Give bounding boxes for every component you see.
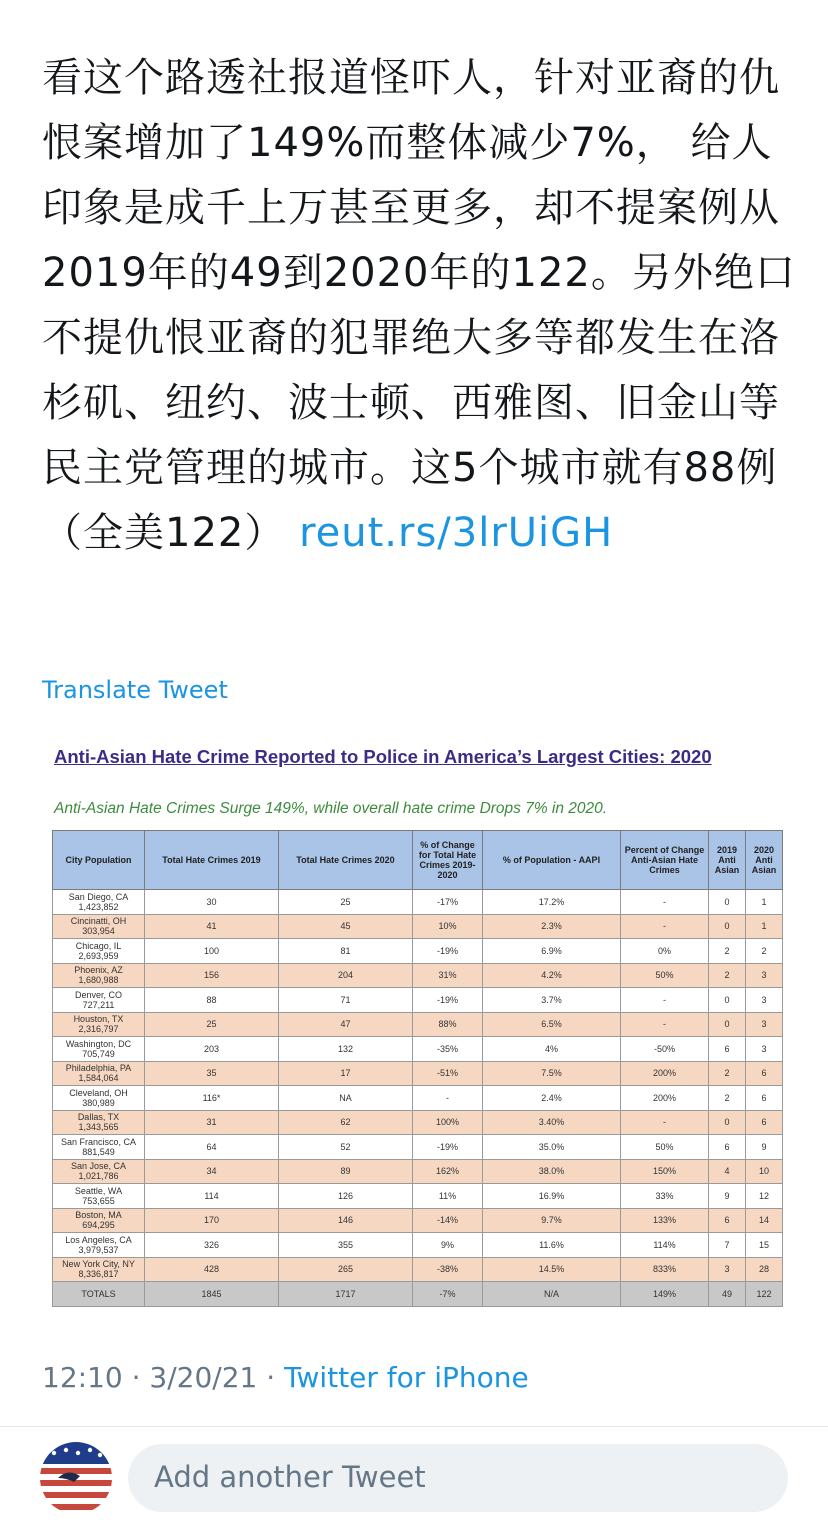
table-cell-c2020: 146: [279, 1208, 413, 1233]
table-cell-asian-change: 0%: [621, 939, 709, 964]
table-cell-c2019: 428: [145, 1257, 279, 1282]
table-cell-c2020: 17: [279, 1061, 413, 1086]
table-cell-c2019: 156: [145, 963, 279, 988]
table-cell-c2019: 100: [145, 939, 279, 964]
table-row: [53, 1257, 783, 1282]
table-cell-asian-change: -: [621, 890, 709, 915]
city-name: San Jose, CA: [70, 1161, 127, 1172]
city-population: 8,336,817: [78, 1269, 119, 1280]
table-cell-a2019: 4: [709, 1159, 746, 1184]
table-cell-a2019: 6: [709, 1208, 746, 1233]
city-population: 1,343,565: [78, 1122, 119, 1133]
table-cell-change: 10%: [413, 914, 483, 939]
table-row: [53, 1233, 783, 1258]
table-cell-change: 9%: [413, 1233, 483, 1258]
tweet-source[interactable]: Twitter for iPhone: [284, 1361, 529, 1394]
table-cell-a2020: 14: [746, 1208, 783, 1233]
table-cell-change: -19%: [413, 939, 483, 964]
table-cell-a2019: 7: [709, 1233, 746, 1258]
table-header-cell: % of Population - AAPI: [483, 831, 621, 890]
table-cell-change: -17%: [413, 890, 483, 915]
table-cell-c2019: 25: [145, 1012, 279, 1037]
table-cell-a2020: 3: [746, 1037, 783, 1062]
totals-row: [53, 1282, 783, 1307]
totals-cell-a2019: 49: [709, 1282, 746, 1307]
city-cell: [53, 1208, 145, 1233]
table-cell-c2019: 88: [145, 988, 279, 1013]
city-cell: [53, 1257, 145, 1282]
table-cell-aapi: 9.7%: [483, 1208, 621, 1233]
city-population: 753,655: [82, 1195, 115, 1206]
table-cell-a2019: 0: [709, 914, 746, 939]
tweet-text: [42, 46, 802, 566]
city-population: 881,549: [82, 1146, 115, 1157]
table-header-row: [53, 831, 783, 890]
table-cell-a2019: 6: [709, 1135, 746, 1160]
city-name: Boston, MA: [75, 1210, 122, 1221]
city-cell: [53, 1233, 145, 1258]
table-cell-c2020: 89: [279, 1159, 413, 1184]
city-population: 2,693,959: [78, 950, 119, 961]
totals-cell-c2020: 1717: [279, 1282, 413, 1307]
table-cell-aapi: 16.9%: [483, 1184, 621, 1209]
city-name: Houston, TX: [73, 1014, 124, 1025]
table-row: [53, 963, 783, 988]
divider: [0, 1426, 828, 1427]
table-cell-change: 100%: [413, 1110, 483, 1135]
table-cell-a2020: 1: [746, 914, 783, 939]
city-name: Cincinatti, OH: [70, 916, 127, 927]
table-cell-c2019: 114: [145, 1184, 279, 1209]
city-population: 380,989: [82, 1097, 115, 1108]
table-row: [53, 1135, 783, 1160]
tweet-image[interactable]: [40, 728, 788, 1328]
table-cell-a2020: 15: [746, 1233, 783, 1258]
table-cell-c2020: 71: [279, 988, 413, 1013]
translate-tweet-link[interactable]: Translate Tweet: [42, 676, 228, 704]
city-cell: [53, 1086, 145, 1111]
table-row: [53, 1208, 783, 1233]
city-population: 727,211: [82, 999, 115, 1010]
city-cell: [53, 988, 145, 1013]
avatar[interactable]: [40, 1442, 112, 1514]
add-tweet-placeholder: Add another Tweet: [154, 1460, 426, 1494]
city-name: Phoenix, AZ: [74, 965, 123, 976]
city-cell: [53, 1135, 145, 1160]
table-header-cell: 2019 Anti Asian: [709, 831, 746, 890]
table-header-cell: % of Change for Total Hate Crimes 2019-2020: [413, 831, 483, 890]
table-cell-c2020: 265: [279, 1257, 413, 1282]
table-cell-a2020: 12: [746, 1184, 783, 1209]
table-cell-c2019: 326: [145, 1233, 279, 1258]
city-name: San Diego, CA: [68, 891, 129, 902]
table-cell-aapi: 11.6%: [483, 1233, 621, 1258]
table-cell-asian-change: 833%: [621, 1257, 709, 1282]
table-cell-a2019: 0: [709, 1110, 746, 1135]
table-cell-change: -14%: [413, 1208, 483, 1233]
table-cell-c2020: 355: [279, 1233, 413, 1258]
table-cell-a2019: 3: [709, 1257, 746, 1282]
table-cell-change: -19%: [413, 1135, 483, 1160]
table-cell-a2020: 6: [746, 1110, 783, 1135]
table-cell-a2020: 2: [746, 939, 783, 964]
table-cell-c2020: 47: [279, 1012, 413, 1037]
table-cell-aapi: 3.7%: [483, 988, 621, 1013]
table-cell-asian-change: 50%: [621, 1135, 709, 1160]
table-cell-c2019: 34: [145, 1159, 279, 1184]
table-cell-change: -35%: [413, 1037, 483, 1062]
table-cell-c2020: 81: [279, 939, 413, 964]
city-name: Dallas, TX: [77, 1112, 120, 1123]
table-cell-change: 11%: [413, 1184, 483, 1209]
city-population: 1,680,988: [78, 975, 119, 986]
table-cell-a2019: 0: [709, 1012, 746, 1037]
table-cell-a2020: 6: [746, 1086, 783, 1111]
tweet-body: 看这个路透社报道怪吓人，针对亚裔的仇恨案增加了149%而整体减少7%， 给人印象是成千上万甚至更多，却不提案例从2019年的49到2020年的122。另外绝口不提仇恨亚裔的犯罪绝大多等都发生在洛杉矶、纽约、波士顿、西雅图、旧金山等民主党管理的城市。这5个城市就有88例（全美122）: [42, 55, 796, 556]
city-population: 705,749: [82, 1048, 115, 1059]
flag-avatar-icon: [40, 1442, 112, 1514]
table-cell-aapi: 38.0%: [483, 1159, 621, 1184]
table-cell-a2020: 3: [746, 988, 783, 1013]
table-header-cell: Total Hate Crimes 2019: [145, 831, 279, 890]
table-cell-asian-change: 133%: [621, 1208, 709, 1233]
table-header-cell: Percent of Change Anti-Asian Hate Crimes: [621, 831, 709, 890]
table-cell-aapi: 7.5%: [483, 1061, 621, 1086]
table-cell-c2020: 126: [279, 1184, 413, 1209]
tweet-date: 3/20/21: [149, 1361, 258, 1394]
tweet-link[interactable]: reut.rs/3lrUiGH: [299, 510, 614, 556]
city-population: 3,979,537: [78, 1244, 119, 1255]
hate-crime-table: [52, 830, 783, 1307]
table-cell-a2020: 3: [746, 1012, 783, 1037]
city-cell: [53, 1159, 145, 1184]
table-cell-c2019: 31: [145, 1110, 279, 1135]
table-cell-change: -51%: [413, 1061, 483, 1086]
city-population: 303,954: [82, 926, 115, 937]
city-cell: [53, 1061, 145, 1086]
table-cell-a2020: 1: [746, 890, 783, 915]
table-cell-c2019: 64: [145, 1135, 279, 1160]
city-name: San Francisco, CA: [60, 1136, 137, 1147]
table-row: [53, 988, 783, 1013]
city-name: Denver, CO: [74, 989, 123, 1000]
table-cell-asian-change: -: [621, 1012, 709, 1037]
table-cell-change: 88%: [413, 1012, 483, 1037]
table-cell-a2020: 28: [746, 1257, 783, 1282]
table-cell-a2019: 2: [709, 1061, 746, 1086]
city-cell: [53, 963, 145, 988]
add-tweet-input[interactable]: [128, 1444, 788, 1512]
table-row: [53, 1159, 783, 1184]
table-row: [53, 890, 783, 915]
table-cell-asian-change: -: [621, 914, 709, 939]
table-row: [53, 914, 783, 939]
table-cell-aapi: 14.5%: [483, 1257, 621, 1282]
table-cell-asian-change: 200%: [621, 1086, 709, 1111]
table-cell-aapi: 2.4%: [483, 1086, 621, 1111]
table-header-cell: City Population: [53, 831, 145, 890]
table-cell-a2019: 2: [709, 1086, 746, 1111]
table-cell-c2019: 116*: [145, 1086, 279, 1111]
table-cell-c2019: 35: [145, 1061, 279, 1086]
image-title: Anti-Asian Hate Crime Reported to Police in America’s Largest Cities: 2020: [54, 746, 712, 767]
image-subtitle: Anti-Asian Hate Crimes Surge 149%, while overall hate crime Drops 7% in 2020.: [54, 800, 608, 817]
table-cell-asian-change: -50%: [621, 1037, 709, 1062]
city-population: 1,021,786: [78, 1171, 119, 1182]
table-cell-a2020: 3: [746, 963, 783, 988]
table-cell-c2020: 132: [279, 1037, 413, 1062]
table-cell-c2020: 45: [279, 914, 413, 939]
table-cell-a2019: 9: [709, 1184, 746, 1209]
city-cell: [53, 1110, 145, 1135]
table-header-cell: 2020 Anti Asian: [746, 831, 783, 890]
city-population: 1,423,852: [78, 901, 119, 912]
table-row: [53, 1184, 783, 1209]
table-cell-c2020: NA: [279, 1086, 413, 1111]
table-cell-asian-change: 50%: [621, 963, 709, 988]
city-population: 694,295: [82, 1220, 115, 1231]
city-name: Philadelphia, PA: [65, 1063, 132, 1074]
table-cell-change: 31%: [413, 963, 483, 988]
city-population: 2,316,797: [78, 1024, 119, 1035]
table-cell-aapi: 2.3%: [483, 914, 621, 939]
totals-cell-a2020: 122: [746, 1282, 783, 1307]
table-cell-aapi: 35.0%: [483, 1135, 621, 1160]
table-cell-c2019: 170: [145, 1208, 279, 1233]
totals-cell-label: TOTALS: [53, 1282, 145, 1307]
table-cell-c2019: 203: [145, 1037, 279, 1062]
city-name: Los Angeles, CA: [65, 1234, 132, 1245]
table-row: [53, 1086, 783, 1111]
city-cell: [53, 1012, 145, 1037]
table-cell-c2020: 52: [279, 1135, 413, 1160]
city-cell: [53, 1037, 145, 1062]
table-cell-aapi: 17.2%: [483, 890, 621, 915]
city-name: Washington, DC: [65, 1038, 132, 1049]
table-cell-a2019: 6: [709, 1037, 746, 1062]
table-header-cell: Total Hate Crimes 2020: [279, 831, 413, 890]
table-cell-c2020: 62: [279, 1110, 413, 1135]
table-cell-a2019: 2: [709, 939, 746, 964]
table-cell-aapi: 4%: [483, 1037, 621, 1062]
table-cell-asian-change: 150%: [621, 1159, 709, 1184]
city-cell: [53, 1184, 145, 1209]
table-cell-asian-change: 114%: [621, 1233, 709, 1258]
table-cell-asian-change: -: [621, 988, 709, 1013]
table-cell-asian-change: 200%: [621, 1061, 709, 1086]
table-cell-a2019: 0: [709, 890, 746, 915]
city-cell: [53, 890, 145, 915]
city-cell: [53, 914, 145, 939]
table-cell-a2019: 2: [709, 963, 746, 988]
city-name: New York City, NY: [62, 1259, 135, 1270]
table-cell-c2020: 204: [279, 963, 413, 988]
table-cell-change: 162%: [413, 1159, 483, 1184]
totals-cell-c2019: 1845: [145, 1282, 279, 1307]
city-name: Cleveland, OH: [69, 1087, 128, 1098]
table-row: [53, 1061, 783, 1086]
city-cell: [53, 939, 145, 964]
tweet-meta: 12:10 · 3/20/21 · Twitter for iPhone: [42, 1361, 529, 1394]
city-name: Chicago, IL: [75, 940, 122, 951]
table-cell-aapi: 6.5%: [483, 1012, 621, 1037]
table-cell-asian-change: -: [621, 1110, 709, 1135]
table-row: [53, 939, 783, 964]
table-row: [53, 1110, 783, 1135]
table-cell-aapi: 6.9%: [483, 939, 621, 964]
table-cell-c2020: 25: [279, 890, 413, 915]
tweet-time: 12:10: [42, 1361, 123, 1394]
totals-cell-asian-change: 149%: [621, 1282, 709, 1307]
table-cell-aapi: 4.2%: [483, 963, 621, 988]
table-row: [53, 1012, 783, 1037]
table-cell-a2020: 10: [746, 1159, 783, 1184]
table-cell-asian-change: 33%: [621, 1184, 709, 1209]
totals-cell-aapi: N/A: [483, 1282, 621, 1307]
table-cell-c2019: 41: [145, 914, 279, 939]
table-cell-change: -19%: [413, 988, 483, 1013]
table-cell-change: -: [413, 1086, 483, 1111]
table-cell-a2020: 6: [746, 1061, 783, 1086]
city-name: Seattle, WA: [74, 1185, 123, 1196]
totals-cell-change: -7%: [413, 1282, 483, 1307]
table-cell-c2019: 30: [145, 890, 279, 915]
table-body: [53, 890, 783, 1307]
table-cell-a2019: 0: [709, 988, 746, 1013]
table-cell-a2020: 9: [746, 1135, 783, 1160]
city-population: 1,584,064: [78, 1073, 119, 1084]
table-row: [53, 1037, 783, 1062]
table-cell-change: -38%: [413, 1257, 483, 1282]
table-cell-aapi: 3.40%: [483, 1110, 621, 1135]
